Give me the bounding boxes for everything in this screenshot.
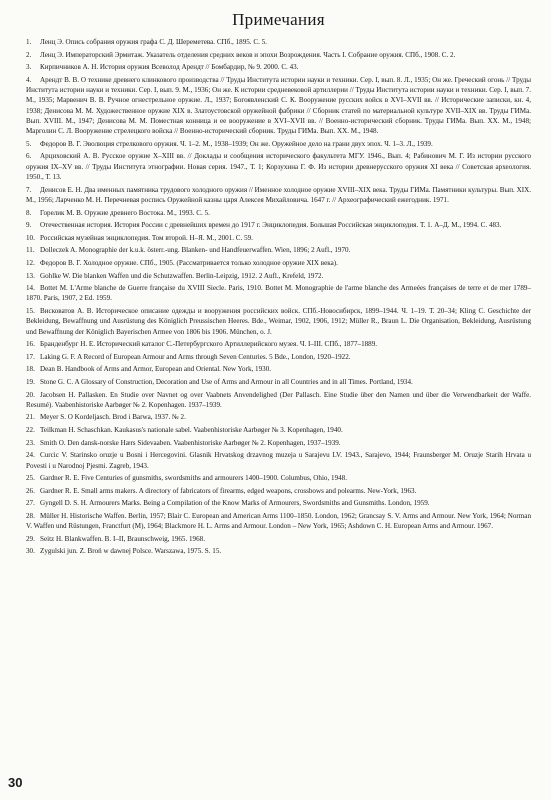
- note-text: Smith O. Den dansk-norske Hærs Sidevaaben. Vaabenhistoriske Aarbøger № 2. Kopenhagen, 1937–1939.: [40, 438, 341, 447]
- note-text: Федоров В. Г. Эволюция стрелкового оружия. Ч. 1–2. М., 1938–1939; Он же. Оружейное дело на грани двух эпох. Ч. 1–3. Л., 1939.: [40, 139, 433, 148]
- note-item: [26, 306, 531, 337]
- note-item: [26, 220, 531, 230]
- note-number: 28.: [26, 511, 35, 520]
- note-item: [26, 390, 531, 411]
- note-item: [26, 271, 531, 281]
- note-item: [26, 412, 531, 422]
- note-item: [26, 50, 531, 60]
- note-number: 14.: [26, 284, 35, 293]
- note-number: 2.: [26, 50, 32, 59]
- note-number: 13.: [26, 271, 35, 280]
- note-item: [26, 450, 531, 471]
- note-text: Jacobsen H. Pallasken. En Studie over Navnet og over Vaabnets Anvendelighed (Der Pallasch. Eine Studie über den Namen und über die Verwendbarkeit der Waffe. Resumé). Vaabenhistoriske Aarbøger № 2. Kopenhagen. 1937–1939.: [26, 390, 531, 409]
- note-text: Gardner R. E. Small arms makers. A directory of fabricators of firearms, edged weapons, crossbows and polearms. New-York, 1963.: [40, 486, 417, 495]
- note-text: Bottet M. L'Arme blanche de Guerre française du XVIII Siecle. Paris, 1910. Bottet M. Monographie de l'arme blanche des Armeées françaises de terre et de mer 1789–1870. Paris, 1907, 2 Ed. 1959.: [26, 284, 531, 303]
- note-item: [26, 377, 531, 387]
- note-item: [26, 511, 531, 532]
- note-item: [26, 245, 531, 255]
- note-text: Кирпичников А. Н. История оружия Всеволод Арендт // Бомбардир, № 9. 2000. С. 43.: [40, 63, 299, 72]
- note-text: Seitz H. Blankwaffen. В. I–II, Braunschweig, 1965. 1968.: [40, 534, 205, 543]
- note-text: Gardner R. E. Five Centuries of gunsmiths, swordsmiths and armourers 1400–1900. Columbus, Ohio, 1948.: [40, 474, 347, 483]
- note-text: Gyngell D. S. H. Armourers Marks. Being a Compilation of the Know Marks of Armourers, Swordsmiths and Gunsmiths. London, 1959.: [40, 499, 430, 508]
- note-number: 1.: [26, 38, 32, 46]
- note-text: Stone G. C. A Glossary of Construction, Decoration and Use of Arms and Armour in all Countries and in all Times. Portland, 1934.: [40, 377, 413, 386]
- note-number: 24.: [26, 451, 35, 460]
- note-text: Dolleczek A. Monographie der k.u.k. österr.-ung. Blanken- und Handfeuerwaffen. Wien, 1896; 2 Aufl., 1970.: [40, 246, 351, 255]
- note-number: 18.: [26, 365, 35, 374]
- note-number: 4.: [26, 75, 32, 84]
- note-item: [26, 352, 531, 362]
- note-text: Бранденбург Н. Е. Исторический каталог С.-Петербургского Артиллерийского музея. Ч. I–III. СПб., 1877–1889.: [40, 340, 378, 349]
- note-number: 23.: [26, 438, 35, 447]
- note-number: 21.: [26, 413, 35, 422]
- page: [26, 8, 531, 559]
- note-item: [26, 37, 531, 47]
- note-item: [26, 339, 531, 349]
- note-number: 27.: [26, 499, 35, 508]
- note-item: [26, 364, 531, 374]
- note-text: Teilkman H. Schaschkan. Kaukasus's nationale sabel. Vaabenhistoriske Aarbøger № 3. Kopenhagen, 1940.: [40, 426, 343, 435]
- note-item: [26, 208, 531, 218]
- note-number: 29.: [26, 534, 35, 543]
- note-text: Российская музейная энциклопедия. Том второй. Н–Я. М., 2001. С. 59.: [40, 233, 253, 242]
- note-number: 10.: [26, 233, 35, 242]
- note-number: 22.: [26, 426, 35, 435]
- note-item: [26, 258, 531, 268]
- note-text: Арциховский А. В. Русское оружие X–XIII вв. // Доклады и сообщения исторического факультета МГУ. 1946., Вып. 4; Рабинович М. Г. Из истории русского оружия IX–XV вв. // Труды Института этнографии. Новая серия. 1947., Т. 1; Корзухина Г. Ф. Из истории древнерусского оружия XI века // Советская археология. 1950., Т. 13.: [26, 152, 531, 182]
- page-title: Примечания: [232, 10, 325, 29]
- note-item: [26, 233, 531, 243]
- note-number: 7.: [26, 185, 32, 194]
- note-text: Денисов Е. Н. Два именных памятника трудового холодного оружия // Именное холодное оружие XVIII–XIX века. Труды ГИМа. Памятники культуры. Вып. XIX. М., 1956; Ларченко М. Н. Перечневая роспись Оружейной казны царя Алексея Михайловича. 1647 г. // Археографический ежегодник. 1971.: [26, 185, 531, 204]
- note-number: 16.: [26, 340, 35, 349]
- note-text: Meyer S. O Kordeljasch. Brod i Barwa, 1937. № 2.: [40, 413, 186, 422]
- note-number: 9.: [26, 221, 32, 230]
- note-item: [26, 75, 531, 137]
- note-item: [26, 498, 531, 508]
- note-text: Laking G. F. A Record of European Armour and Arms through Seven Centuries. 5 Bde., London, 1920–1922.: [40, 352, 351, 361]
- note-item: [26, 139, 531, 149]
- note-item: [26, 473, 531, 483]
- note-item: [26, 62, 531, 72]
- note-number: 8.: [26, 208, 32, 217]
- note-number: 19.: [26, 377, 35, 386]
- note-item: [26, 151, 531, 182]
- note-item: [26, 425, 531, 435]
- note-item: [26, 534, 531, 544]
- note-number: 12.: [26, 258, 35, 267]
- page-number: 30: [8, 775, 23, 790]
- note-text: Curcic V. Starinsko oruzje u Bosni i Hercegovini. Glasnik Hrvatskog drzavnog muzeja u Sarajevu LV. 1943., Sarajevo, 1944; Fraunsberger M. Oruzje Starih Hrvata u Povesti i u Narodnoj Pjesmi. Zagreb, 1943.: [26, 451, 531, 470]
- note-text: Ленц Э. Опись собрания оружия графа С. Д. Шереметева. СПб., 1895. С. 5.: [40, 38, 267, 46]
- note-text: Висковатов А. В. Историческое описание одежды и вооружения российских войск. СПб.-Новосибирск, 1899–1944. Ч. 1–19. Т. 20–34; Kling C. Geschichte der Bekleidung, Bewaffnung und Ausrüstung des Königlich Preussischen Heeres. Bde., Weimar, 1902, 1906, 1912; Müller R., Braun L. Die Organisation, Bekleidung, Ausrüstung und Bewaffnung der Königlich Bayerischen Armee von 1806 bis 1906. München, o. J.: [26, 306, 531, 336]
- note-item: [26, 283, 531, 304]
- note-item: [26, 185, 531, 206]
- note-number: 20.: [26, 390, 35, 399]
- note-number: 26.: [26, 486, 35, 495]
- note-text: Федоров В. Г. Холодное оружие. СПб., 1905. (Рассматривается только холодное оружие XIX века).: [40, 258, 338, 267]
- note-text: Горелик М. В. Оружие древнего Востока. М., 1993. С. 5.: [40, 208, 210, 217]
- note-text: Müller H. Historische Waffen. Berlin, 1957; Blair C. European and American Arms 1100–1850. London, 1962; Grancsay S. V. Arms and Armour. New York, 1964; Norman V. Waffen und Rüstungen, Franctfurt (M), 1964; Blackmore H. L. Arms and Armour. London – New York, 1965; Ashdown C. H. European Arms and Armour. 1967.: [26, 511, 531, 531]
- note-text: Dean B. Handbook of Arms and Armor, European and Oriental. New York, 1930.: [40, 365, 272, 374]
- note-number: 3.: [26, 63, 32, 72]
- note-item: [26, 438, 531, 448]
- note-number: 6.: [26, 152, 32, 161]
- note-number: 11.: [26, 246, 35, 255]
- note-number: 25.: [26, 474, 35, 483]
- note-text: Ленц Э. Императорский Эрмитаж. Указатель отделения средних веков и эпохи Возрождения. Часть I. Собрание оружия. СПб., 1908. С. 2.: [40, 50, 456, 59]
- note-text: Gohlke W. Die blanken Waffen und die Schutzwaffen. Berlin-Leipzig, 1912. 2 Aufl., Krefeld, 1972.: [40, 271, 324, 280]
- note-item: [26, 486, 531, 496]
- note-text: Zygulski jun. Z. Broń w dawnej Polsce. Warszawa, 1975. S. 15.: [40, 547, 222, 556]
- note-number: 17.: [26, 352, 35, 361]
- note-number: 5.: [26, 139, 32, 148]
- note-number: 30.: [26, 547, 35, 556]
- note-text: Отечественная история. История России с древнейших времен до 1917 г. Энциклопедия. Большая Российская энциклопедия. Т. 1. А–Д. М., 1994. С. 483.: [40, 221, 502, 230]
- note-number: 15.: [26, 306, 35, 315]
- note-text: Арендт В. В. О технике древнего клинкового производства // Труды Института истории науки и техники. Сер. I, вып. 8. Л., 1935; Он же. Греческий огонь // Труды Института истории науки и техники. Сер. I, вып. 9. М., 1936; Он же. К истории средневековой артиллерии // Труды Института истории науки и техники. Сер. I, вып. 7. М., 1935; Марвенич В. В. Ручное огнестрельное оружие. Л., 1937; Богоявленский С. К. Вооружение русских войск в XVI–XVII вв. // Исторические записки, кн. 4, 1938; Денисова М. М. Художественное оружие XIX в. Златоустовской оружейной фабрики // Сборник статей по материальной культуре XVII–XIX вв. Труды ГИМа. Вып. XVIII. М., 1947; Денисова М. М. Поместная конница и ее вооружение в XVI–XVII вв. // Военно-исторический сборник. Труды ГИМа. Вып. XX. М., 1948; Марголин С. Л. Вооружение стрелецкого войска // Военно-исторический сборник. Труды ГИМа. Вып. XX. М., 1948.: [26, 75, 531, 136]
- note-item: [26, 546, 531, 556]
- notes-list: [26, 37, 531, 557]
